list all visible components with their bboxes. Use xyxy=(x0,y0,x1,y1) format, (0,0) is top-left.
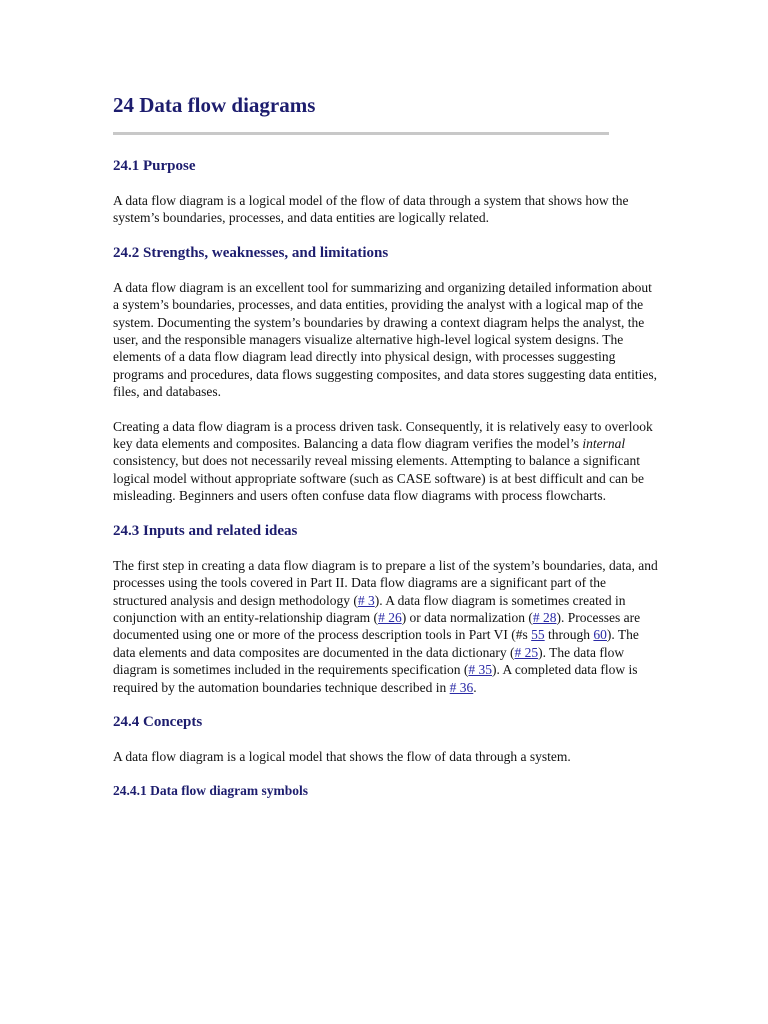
text-run: ). A data flow diagram is sometimes created in conjunction with an entity-relationship diagram ( xyxy=(113,592,626,625)
text-run: Creating a data flow diagram is a process driven task. Consequently, it is relatively easy to overlook key data elements and composites. Balancing a data flow diagram verifies the model’s xyxy=(113,418,653,452)
strengths-paragraph-2 xyxy=(113,418,658,505)
text-run: ) or data normalization ( xyxy=(401,609,533,625)
text-run: ). The data flow diagram is sometimes included in the requirements specification ( xyxy=(113,644,625,678)
text-run: ). Processes are documented using one or more of the process description tools in Part VI (#s xyxy=(113,609,641,643)
strengths-paragraph-1: A data flow diagram is an excellent tool for summarizing and organizing detailed information about a system’s boundaries, processes, and data entities, providing the analyst with a logical map of the system. Documenting the system’s boundaries by drawing a context diagram helps the analyst, the user, and the responsible managers visualize alternative high-level logical system designs. The elements of a data flow diagram lead directly into physical design, with processes suggesting programs and procedures, data flows suggesting composites, and data stores suggesting data entities, files, and databases. xyxy=(113,279,658,400)
text-run: . xyxy=(473,679,477,695)
link-ref-3[interactable]: # 3 xyxy=(357,592,375,608)
concepts-paragraph: A data flow diagram is a logical model that shows the flow of data through a system. xyxy=(113,748,571,764)
text-run: ). The data elements and data composites are documented in the data dictionary ( xyxy=(113,627,639,660)
text-run: through xyxy=(544,627,594,643)
title-divider xyxy=(113,132,609,135)
section-heading-purpose: 24.1 Purpose xyxy=(113,158,196,174)
link-ref-60[interactable]: 60 xyxy=(593,627,607,643)
purpose-paragraph: A data flow diagram is a logical model of the flow of data through a system that shows how the system’s boundaries, processes, and data entities are logically related. xyxy=(113,193,629,226)
text-run: ). A completed data flow is required by the automation boundaries technique described in xyxy=(113,662,638,695)
text-run: consistency, but does not necessarily reveal missing elements. Attempting to balance a significant logical model without appropriate software (such as CASE software) is at best difficult and can be misleading. Beginners and users often confuse data flow diagrams with process flowcharts. xyxy=(113,453,644,504)
inputs-paragraph xyxy=(113,557,658,696)
link-ref-28[interactable]: # 28 xyxy=(532,609,557,625)
link-ref-25[interactable]: # 25 xyxy=(514,644,539,660)
section-heading-strengths: 24.2 Strengths, weaknesses, and limitations xyxy=(113,244,389,261)
subsection-heading-symbols: 24.4.1 Data flow diagram symbols xyxy=(113,783,308,799)
link-ref-35[interactable]: # 35 xyxy=(468,662,493,678)
link-ref-36[interactable]: # 36 xyxy=(449,679,474,695)
section-heading-concepts: 24.4 Concepts xyxy=(113,713,203,730)
link-ref-55[interactable]: 55 xyxy=(531,627,545,643)
link-ref-26[interactable]: # 26 xyxy=(378,609,402,625)
emphasis-internal: internal xyxy=(582,436,626,452)
page-title: 24 Data flow diagrams xyxy=(113,93,316,117)
text-run: The first step in creating a data flow diagram is to prepare a list of the system’s boundaries, data, and processes using the tools covered in Part II. Data flow diagrams are a significant part of the structured analysis and design methodology ( xyxy=(113,557,658,608)
section-heading-inputs: 24.3 Inputs and related ideas xyxy=(113,522,298,539)
document-content xyxy=(113,90,658,800)
